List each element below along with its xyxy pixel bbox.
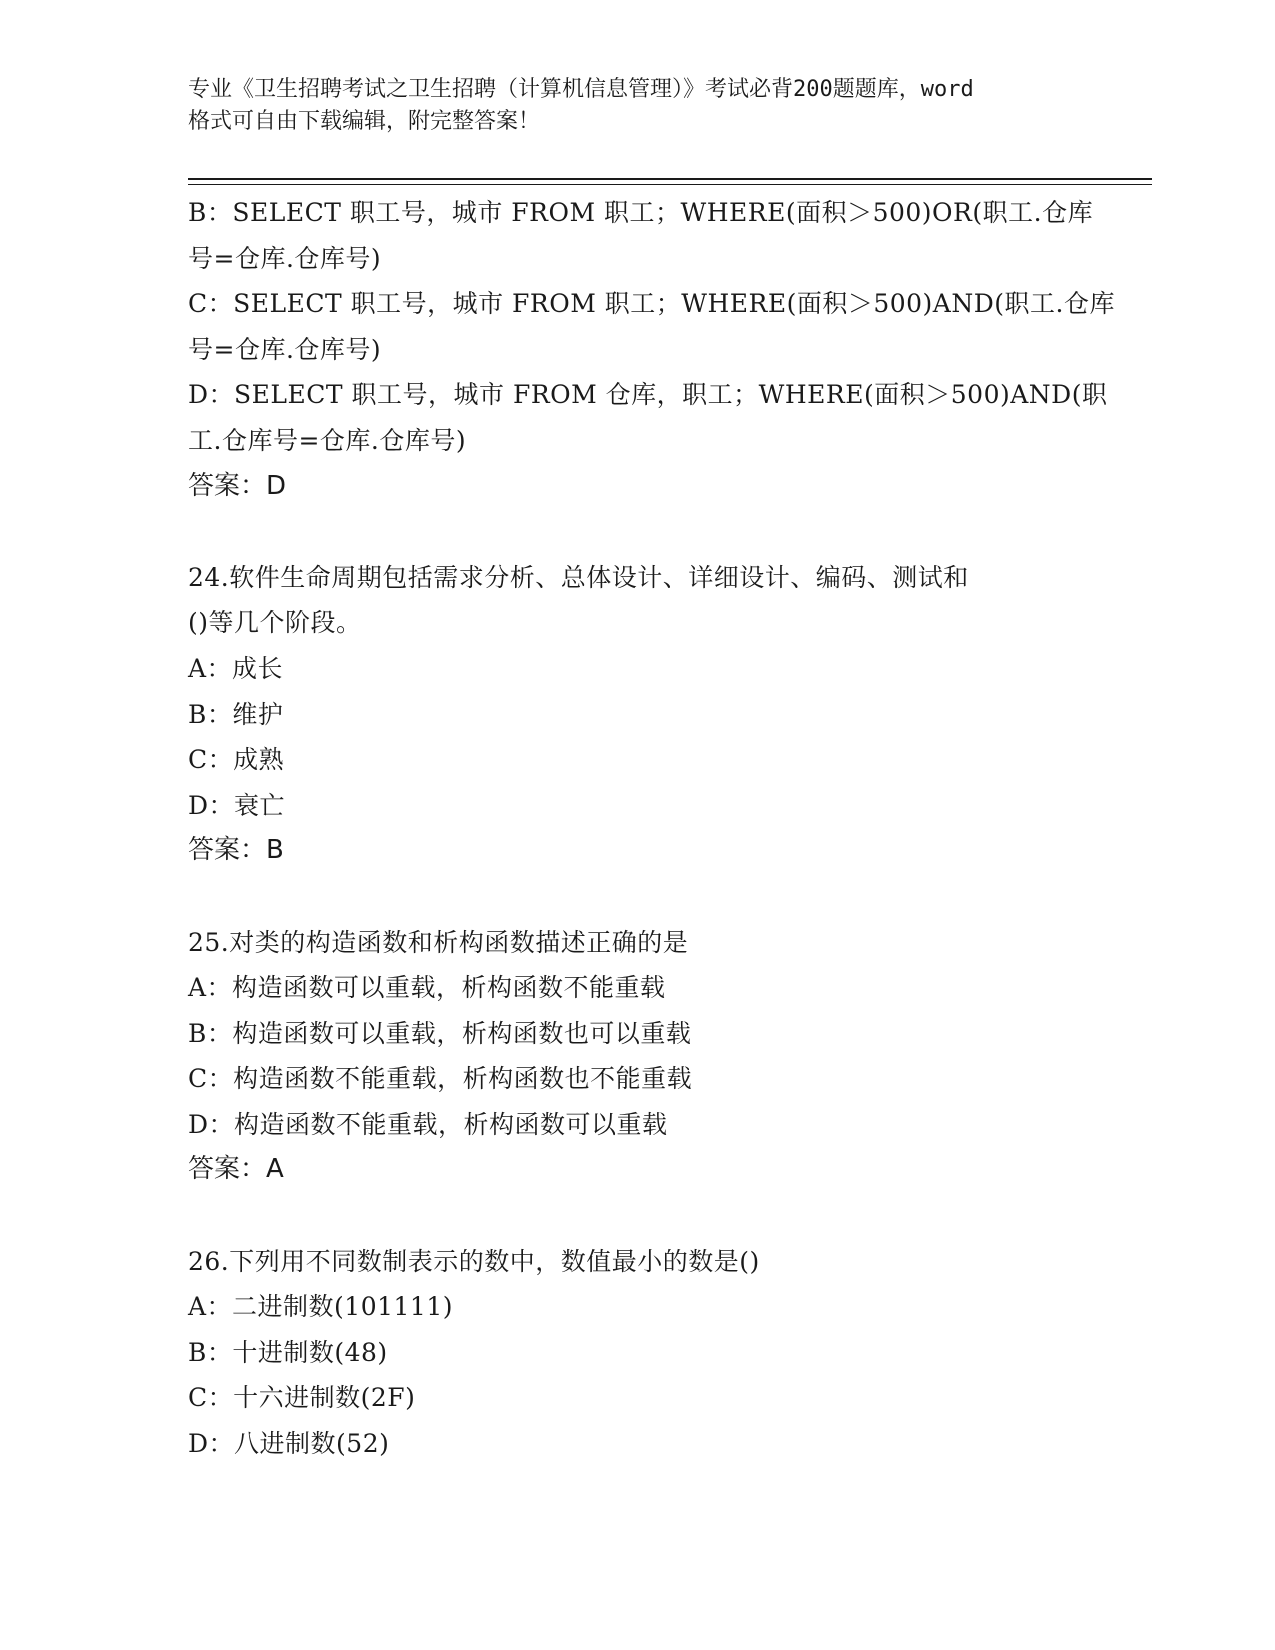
option-a: A：成长	[188, 653, 284, 683]
spacer	[188, 509, 1088, 555]
option-c: C：十六进制数(2F)	[188, 1383, 416, 1413]
answer: 答案：A	[188, 1154, 284, 1185]
option-c-line-1: C：SELECT 职工号，城市 FROM 职工；WHERE(面积＞500)AND(职工.仓库	[188, 289, 1115, 319]
header-divider-thin	[188, 184, 1152, 185]
question-list	[188, 190, 1115, 1467]
option-b: B：十进制数(48)	[188, 1337, 388, 1367]
spacer	[188, 1193, 1088, 1239]
document-header	[188, 74, 1088, 138]
spacer	[188, 874, 1088, 920]
header-divider-thick	[188, 178, 1152, 180]
answer: 答案：B	[188, 835, 284, 866]
option-d: D：构造函数不能重载，析构函数可以重载	[188, 1109, 668, 1139]
header-title-line-2: 格式可自由下载编辑，附完整答案！	[188, 109, 541, 134]
question-25	[188, 920, 1088, 1194]
question-24	[188, 555, 1088, 874]
question-26	[188, 1239, 1088, 1467]
option-d: D：八进制数(52)	[188, 1429, 390, 1459]
option-b-line-2: 号=仓库.仓库号)	[188, 243, 382, 273]
header-title-line-1: 专业《卫生招聘考试之卫生招聘（计算机信息管理）》考试必背200题题库，word	[188, 77, 974, 102]
question-stem-line-2: ()等几个阶段。	[188, 608, 362, 638]
option-a: A：二进制数(101111)	[188, 1292, 453, 1322]
option-c: C：构造函数不能重载，析构函数也不能重载	[188, 1064, 693, 1094]
question-stem: 26.下列用不同数制表示的数中，数值最小的数是()	[188, 1246, 760, 1276]
question-stem: 25.对类的构造函数和析构函数描述正确的是	[188, 927, 689, 957]
option-c: C：成熟	[188, 745, 285, 775]
option-b: B：维护	[188, 699, 284, 729]
option-a: A：构造函数可以重载，析构函数不能重载	[188, 973, 666, 1003]
question-23-tail	[188, 190, 1115, 509]
option-c-line-2: 号=仓库.仓库号)	[188, 334, 382, 364]
option-d-line-1: D：SELECT 职工号，城市 FROM 仓库，职工；WHERE(面积＞500)AND(职	[188, 380, 1108, 410]
question-stem-line-1: 24.软件生命周期包括需求分析、总体设计、详细设计、编码、测试和	[188, 562, 969, 592]
answer: 答案：D	[188, 470, 287, 501]
option-d: D：衰亡	[188, 790, 286, 820]
option-b: B：构造函数可以重载，析构函数也可以重载	[188, 1018, 692, 1048]
option-b-line-1: B：SELECT 职工号，城市 FROM 职工；WHERE(面积＞500)OR(职工.仓库	[188, 198, 1094, 227]
option-d-line-2: 工.仓库号=仓库.仓库号)	[188, 425, 467, 455]
